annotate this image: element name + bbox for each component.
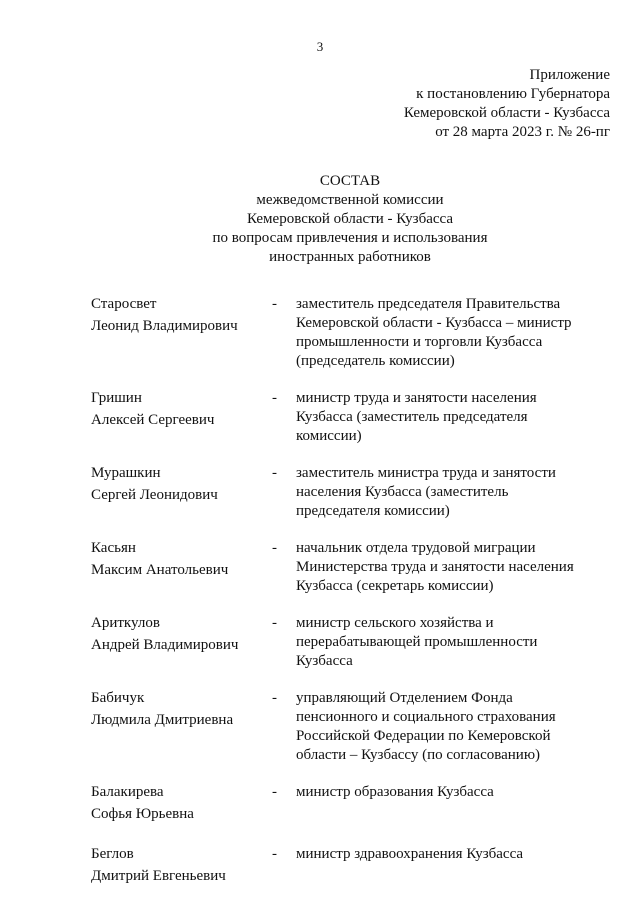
appendix-line: Приложение xyxy=(529,67,610,83)
member-surname: Касьян xyxy=(91,540,136,556)
member-given-name: Дмитрий Евгеньевич xyxy=(91,868,226,884)
member-role-line: промышленности и торговли Кузбасса xyxy=(296,334,543,350)
member-row xyxy=(0,464,640,521)
member-role-line: министр здравоохранения Кузбасса xyxy=(296,846,524,862)
member-given-name: Андрей Владимирович xyxy=(91,637,239,653)
member-name xyxy=(91,539,261,583)
appendix-line: Кемеровской области - Кузбасса xyxy=(403,105,610,121)
member-role-line: заместитель председателя Правительства xyxy=(296,296,561,312)
title-line: СОСТАВ xyxy=(319,173,381,189)
member-surname: Мурашкин xyxy=(91,465,161,481)
member-surname: Ариткулов xyxy=(91,615,160,631)
document-title xyxy=(0,172,640,267)
member-surname: Балакирева xyxy=(91,784,164,800)
member-name xyxy=(91,614,261,658)
member-role xyxy=(296,689,596,765)
member-role-line: начальник отдела трудовой миграции xyxy=(296,540,536,556)
member-given-name: Софья Юрьевна xyxy=(91,806,194,822)
member-dash: - xyxy=(272,784,277,800)
member-role-line: (председатель комиссии) xyxy=(296,353,455,369)
member-surname: Старосвет xyxy=(91,296,157,312)
appendix-line: к постановлению Губернатора xyxy=(416,86,610,102)
member-given-name: Максим Анатольевич xyxy=(91,562,229,578)
member-role-line: области – Кузбассу (по согласованию) xyxy=(296,747,541,763)
member-role-line: комиссии) xyxy=(296,428,362,444)
member-name xyxy=(91,845,261,889)
member-role-line: пенсионного и социального страхования xyxy=(296,709,556,725)
member-role-line: перерабатывающей промышленности xyxy=(296,634,538,650)
page-number: 3 xyxy=(316,39,324,54)
member-name xyxy=(91,295,261,339)
member-row xyxy=(0,295,640,371)
member-dash: - xyxy=(272,846,277,862)
member-name xyxy=(91,689,261,733)
member-role xyxy=(296,845,596,864)
member-role-line: министр сельского хозяйства и xyxy=(296,615,494,631)
member-surname: Бабичук xyxy=(91,690,145,706)
member-role-line: министр труда и занятости населения xyxy=(296,390,537,406)
title-line: межведомственной комиссии xyxy=(256,192,444,208)
member-role-line: министр образования Кузбасса xyxy=(296,784,494,800)
member-row xyxy=(0,689,640,765)
member-role xyxy=(296,389,596,446)
member-role xyxy=(296,783,596,802)
appendix-header xyxy=(360,66,610,142)
member-role-line: Кузбасса (заместитель председателя xyxy=(296,409,528,425)
member-role xyxy=(296,295,596,371)
member-surname: Гришин xyxy=(91,390,142,406)
member-dash: - xyxy=(272,615,277,631)
member-dash: - xyxy=(272,465,277,481)
title-line: иностранных работников xyxy=(269,249,431,265)
member-name xyxy=(91,464,261,508)
member-row xyxy=(0,389,640,446)
title-line: Кемеровской области - Кузбасса xyxy=(246,211,454,227)
member-row xyxy=(0,783,640,827)
member-role-line: Российской Федерации по Кемеровской xyxy=(296,728,551,744)
member-name xyxy=(91,389,261,433)
member-dash: - xyxy=(272,540,277,556)
member-surname: Беглов xyxy=(91,846,134,862)
member-role-line: управляющий Отделением Фонда xyxy=(296,690,513,706)
member-role-line: Кузбасса (секретарь комиссии) xyxy=(296,578,494,594)
title-line: по вопросам привлечения и использования xyxy=(212,230,488,246)
member-role-line: председателя комиссии) xyxy=(296,503,450,519)
appendix-line: от 28 марта 2023 г. № 26-пг xyxy=(435,124,610,140)
member-given-name: Леонид Владимирович xyxy=(91,318,238,334)
member-role xyxy=(296,464,596,521)
member-dash: - xyxy=(272,390,277,406)
member-role-line: Министерства труда и занятости населения xyxy=(296,559,574,575)
member-row xyxy=(0,539,640,596)
member-dash: - xyxy=(272,296,277,312)
member-row xyxy=(0,845,640,889)
member-given-name: Алексей Сергеевич xyxy=(91,412,215,428)
member-role xyxy=(296,539,596,596)
member-role-line: населения Кузбасса (заместитель xyxy=(296,484,509,500)
member-given-name: Людмила Дмитриевна xyxy=(91,712,234,728)
member-role-line: Кузбасса xyxy=(296,653,353,669)
member-dash: - xyxy=(272,690,277,706)
member-given-name: Сергей Леонидович xyxy=(91,487,218,503)
member-role-line: заместитель министра труда и занятости xyxy=(296,465,556,481)
member-role xyxy=(296,614,596,671)
member-name xyxy=(91,783,261,827)
members-list xyxy=(0,295,640,907)
member-role-line: Кемеровской области - Кузбасса – министр xyxy=(296,315,572,331)
member-row xyxy=(0,614,640,671)
